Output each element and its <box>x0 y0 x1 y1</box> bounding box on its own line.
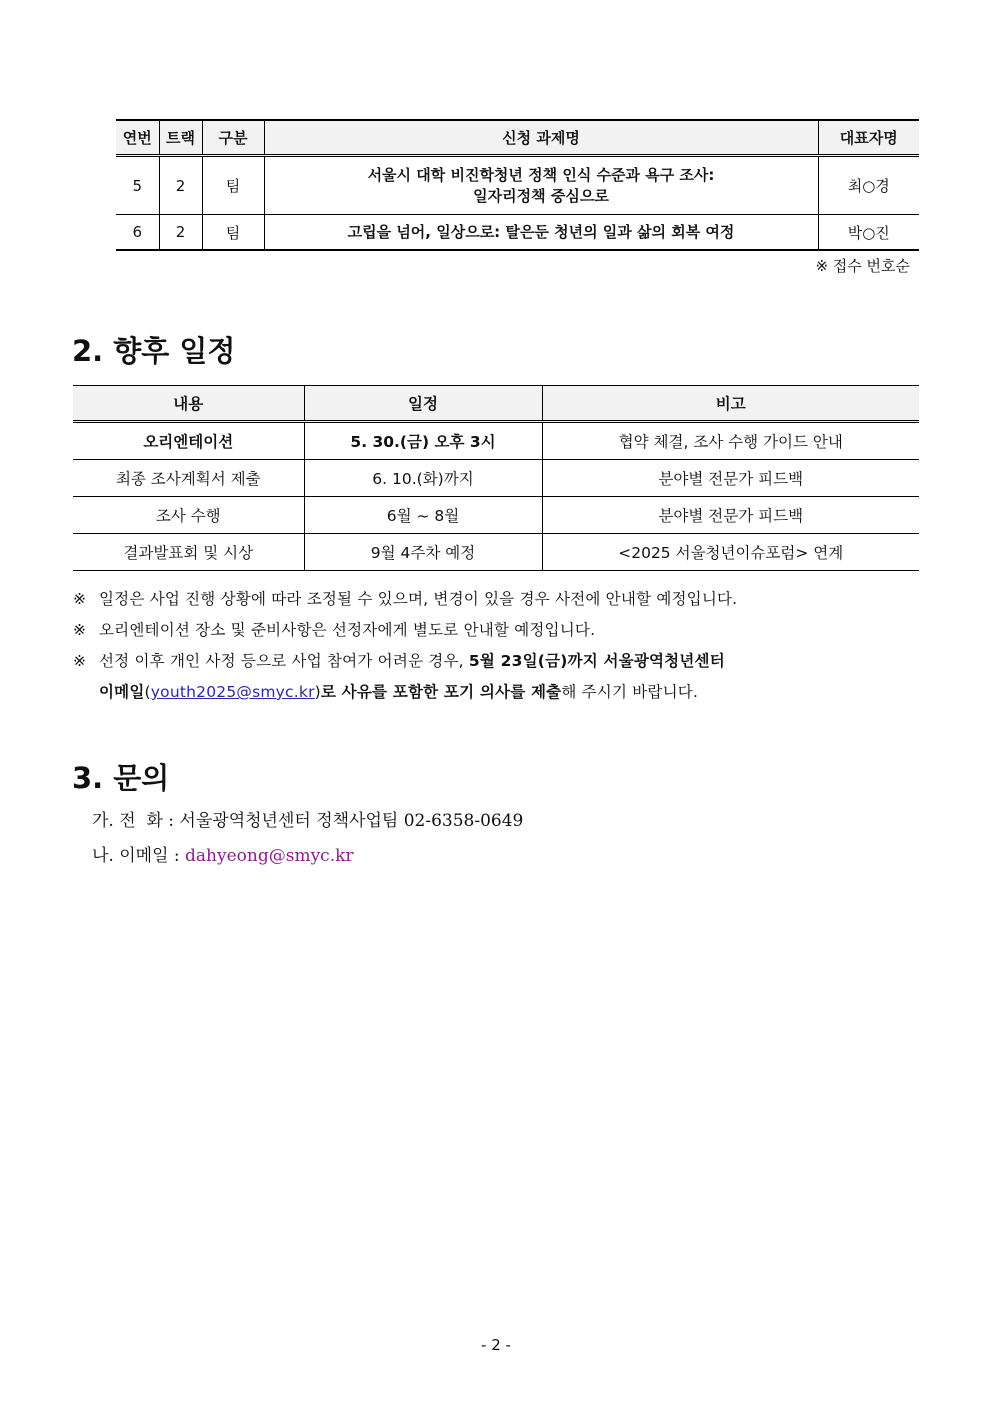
phone-label: 가. 전 화 : <box>92 811 180 831</box>
cell-title <box>264 215 818 251</box>
email-label: 나. 이메일 : <box>92 846 186 866</box>
receipt-order-note: ※ 접수 번호순 <box>815 257 910 275</box>
cell-content: 오리엔테이션 <box>73 422 304 460</box>
contact-phone <box>92 806 523 831</box>
cell-track: 2 <box>159 215 202 251</box>
note-item <box>73 615 933 646</box>
deadline-text: 5월 23일(금)까지 서울광역청년센터 <box>468 652 725 670</box>
cell-remark: 협약 체결, 조사 수행 가이드 안내 <box>542 422 919 460</box>
title-line-1: 서울시 대학 비진학청년 정책 인식 수준과 욕구 조사: <box>367 165 715 184</box>
email-label: 이메일 <box>99 683 145 701</box>
table-row <box>116 215 919 251</box>
header-type: 구분 <box>202 120 264 156</box>
section-title-schedule: 2. 향후 일정 <box>72 334 236 368</box>
cell-schedule: 6월 ~ 8월 <box>304 497 542 534</box>
withdrawal-text: 로 사유를 포함한 포기 의사를 제출 <box>320 683 562 701</box>
header-track: 트랙 <box>159 120 202 156</box>
header-remark: 비고 <box>542 386 919 422</box>
header-schedule: 일정 <box>304 386 542 422</box>
title-line-1: 고립을 넘어, 일상으로: 탈은둔 청년의 일과 삶의 회복 여정 <box>347 222 735 241</box>
note-item <box>73 646 933 708</box>
table-row <box>73 534 919 571</box>
note-text: 선정 이후 개인 사정 등으로 사업 참여가 어려운 경우, <box>99 652 469 670</box>
table-header-row <box>116 120 919 156</box>
header-representative: 대표자명 <box>818 120 919 156</box>
cell-remark: 분야별 전문가 피드백 <box>542 460 919 497</box>
title-line-2: 일자리정책 중심으로 <box>473 186 609 205</box>
section-title-inquiry: 3. 문의 <box>72 761 170 795</box>
table-row <box>73 497 919 534</box>
youth-email-link[interactable]: youth2025@smyc.kr <box>150 683 315 701</box>
paren-open: ( <box>144 683 151 701</box>
cell-schedule: 5. 30.(금) 오후 3시 <box>304 422 542 460</box>
note-item <box>73 584 933 615</box>
cell-track: 2 <box>159 156 202 215</box>
cell-representative: 박○진 <box>818 215 919 251</box>
table-row <box>116 156 919 215</box>
cell-type: 팀 <box>202 215 264 251</box>
note-text: 일정은 사업 진행 상황에 따라 조정될 수 있으며, 변경이 있을 경우 사전에 안내할 예정입니다. <box>99 590 738 608</box>
contact-email <box>92 841 354 866</box>
table-header-row <box>73 386 919 422</box>
table-row <box>73 422 919 460</box>
cell-schedule: 9월 4주차 예정 <box>304 534 542 571</box>
cell-type: 팀 <box>202 156 264 215</box>
table-row <box>73 460 919 497</box>
note-mark: ※ <box>73 621 87 639</box>
cell-content: 결과발표회 및 시상 <box>73 534 304 571</box>
header-no: 연번 <box>116 120 159 156</box>
header-content: 내용 <box>73 386 304 422</box>
paren-close: ) <box>314 683 321 701</box>
cell-representative: 최○경 <box>818 156 919 215</box>
cell-no: 5 <box>116 156 159 215</box>
phone-value: 서울광역청년센터 정책사업팀 02-6358-0649 <box>179 811 524 831</box>
note-tail: 해 주시기 바랍니다. <box>561 683 699 701</box>
schedule-table <box>73 385 919 571</box>
application-table <box>116 119 919 251</box>
note-mark: ※ <box>73 590 87 608</box>
cell-title <box>264 156 818 215</box>
page-number: - 2 - <box>481 1336 511 1354</box>
cell-remark: 분야별 전문가 피드백 <box>542 497 919 534</box>
header-title: 신청 과제명 <box>264 120 818 156</box>
contact-email-link[interactable]: dahyeong@smyc.kr <box>185 846 354 866</box>
cell-content: 조사 수행 <box>73 497 304 534</box>
cell-content: 최종 조사계획서 제출 <box>73 460 304 497</box>
schedule-notes <box>73 584 933 708</box>
note-mark: ※ <box>73 652 87 670</box>
cell-schedule: 6. 10.(화)까지 <box>304 460 542 497</box>
cell-remark: <2025 서울청년이슈포럼> 연계 <box>542 534 919 571</box>
cell-no: 6 <box>116 215 159 251</box>
note-text: 오리엔테이션 장소 및 준비사항은 선정자에게 별도로 안내할 예정입니다. <box>99 621 596 639</box>
